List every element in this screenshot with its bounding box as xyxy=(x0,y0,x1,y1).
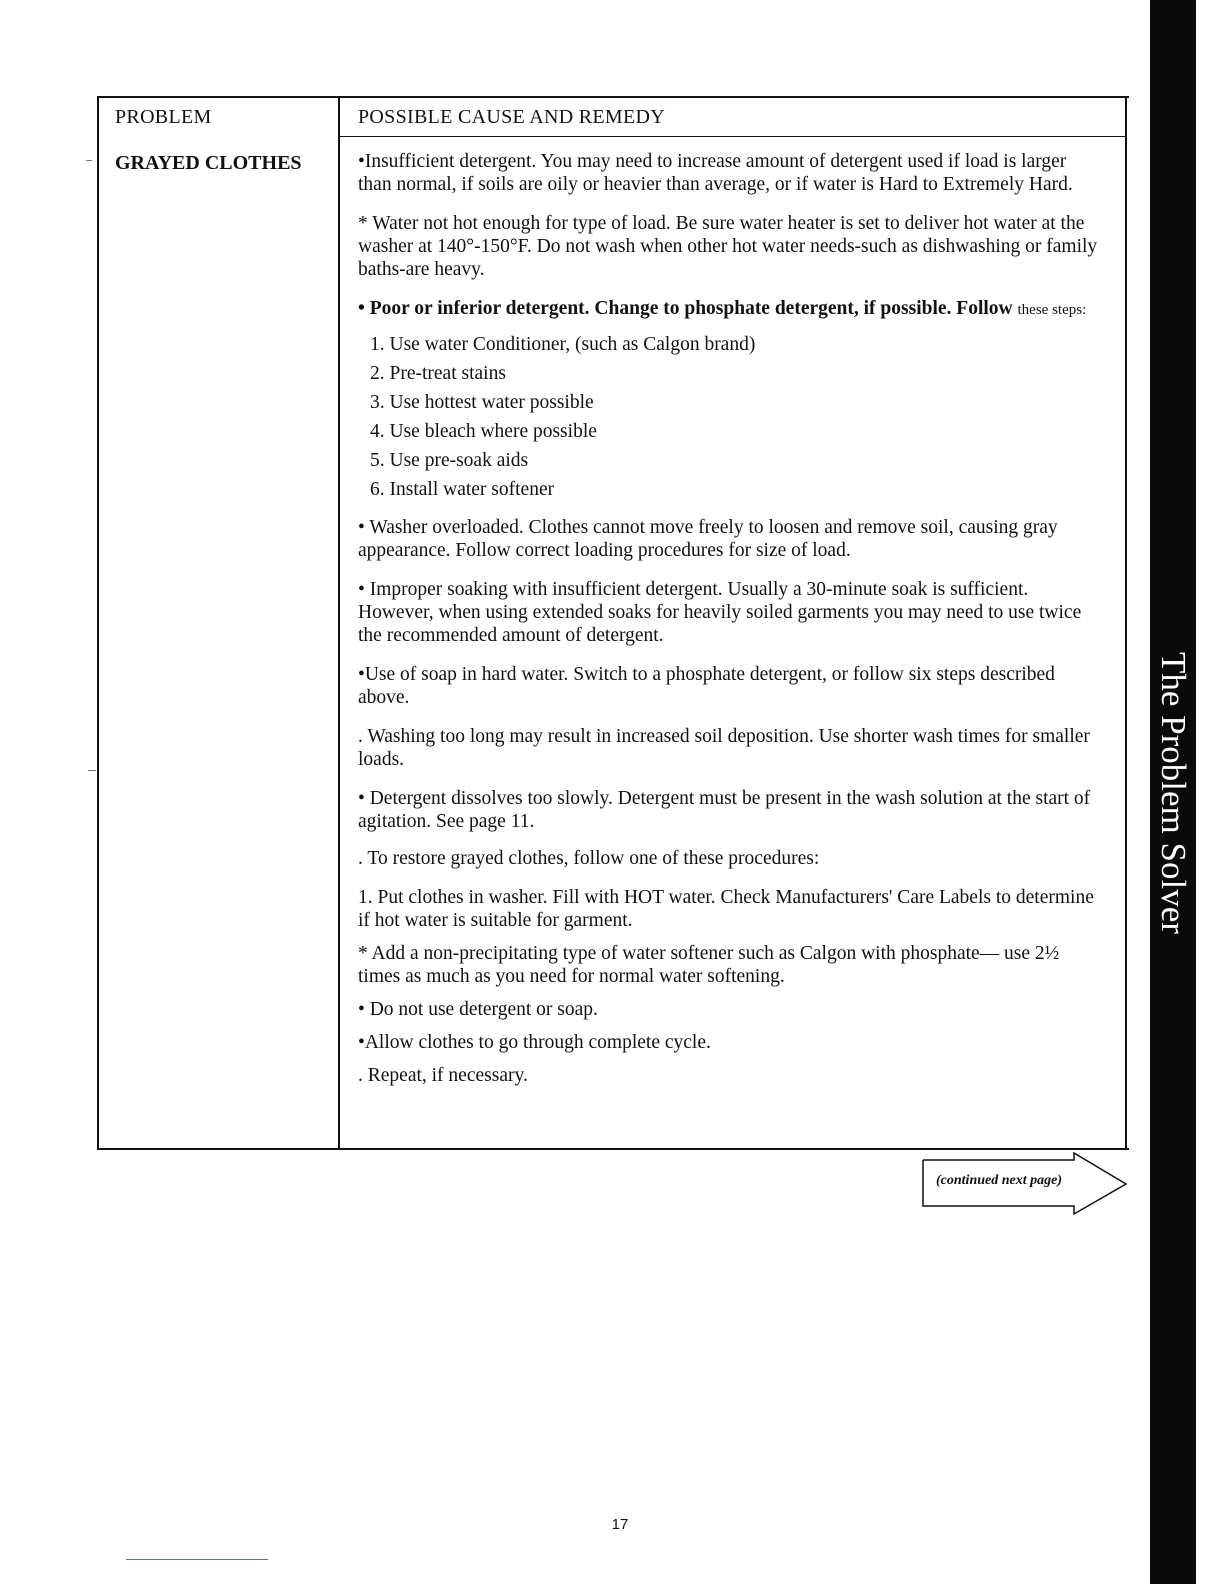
procedure-1-full-cycle: •Allow clothes to go through complete cycle. xyxy=(358,1032,711,1053)
step-item: 4. Use bleach where possible xyxy=(370,421,597,442)
margin-mark xyxy=(86,160,92,161)
continued-next-page xyxy=(922,1152,1132,1216)
steps-list xyxy=(370,330,1103,504)
remedy-column-header: POSSIBLE CAUSE AND REMEDY xyxy=(358,106,665,128)
remedy-list xyxy=(358,150,1103,1101)
cause-insufficient-detergent: •Insufficient detergent. You may need to increase amount of detergent used if load is larger than normal, if soils are oily or heavier than average, or if water is Hard to Extremely Hard. xyxy=(358,151,1073,195)
margin-mark xyxy=(88,770,96,771)
footer-rule xyxy=(126,1559,268,1560)
problem-grayed-clothes: GRAYED CLOTHES xyxy=(115,152,302,174)
table-column-divider xyxy=(338,98,340,1148)
restore-intro: . To restore grayed clothes, follow one of these procedures: xyxy=(358,848,820,869)
continued-label: (continued next page) xyxy=(936,1173,1062,1188)
header-divider xyxy=(338,136,1127,137)
procedure-1-no-detergent: • Do not use detergent or soap. xyxy=(358,999,598,1020)
cause-poor-detergent xyxy=(358,297,1103,322)
step-item: 3. Use hottest water possible xyxy=(370,392,594,413)
page-number: 17 xyxy=(611,1516,629,1533)
cause-water-not-hot: * Water not hot enough for type of load. Be sure water heater is set to deliver hot water at the washer at 140°-150°F. Do not wash when other hot water needs-such as dishwashing or family baths-are heavy. xyxy=(358,213,1098,280)
step-item: 5. Use pre-soak aids xyxy=(370,450,529,471)
cause-poor-detergent-lead: • Poor or inferior detergent. Change to phosphate detergent, if possible. Follow xyxy=(358,298,1013,319)
cause-washer-overloaded: • Washer overloaded. Clothes cannot move freely to loosen and remove soil, causing gray appearance. Follow correct loading procedures for size of load. xyxy=(358,517,1058,561)
cause-soap-hard-water: •Use of soap in hard water. Switch to a phosphate detergent, or follow six steps described above. xyxy=(358,664,1055,708)
side-tab-title: The Problem Solver xyxy=(1154,652,1193,934)
table-right-border xyxy=(1125,98,1127,1148)
procedure-1-repeat: . Repeat, if necessary. xyxy=(358,1065,528,1086)
procedure-1: 1. Put clothes in washer. Fill with HOT water. Check Manufacturers' Care Labels to determine if hot water is suitable for garment. xyxy=(358,887,1094,931)
cause-slow-dissolve: • Detergent dissolves too slowly. Detergent must be present in the wash solution at the start of agitation. See page 11. xyxy=(358,788,1091,832)
cause-washing-too-long: . Washing too long may result in increased soil deposition. Use shorter wash times for smaller loads. xyxy=(358,726,1090,770)
step-item: 2. Pre-treat stains xyxy=(370,363,506,384)
procedure-1-softener: * Add a non-precipitating type of water softener such as Calgon with phosphate— use 2½ times as much as you need for normal water softening. xyxy=(358,943,1060,987)
cause-improper-soaking: • Improper soaking with insufficient detergent. Usually a 30-minute soak is sufficient. However, when using extended soaks for heavily soiled garments you may need to use twice the recommended amount of detergent. xyxy=(358,579,1082,646)
step-item: 1. Use water Conditioner, (such as Calgon brand) xyxy=(370,334,756,355)
table-left-border xyxy=(97,98,99,1148)
problem-column-header: PROBLEM xyxy=(115,106,212,128)
cause-poor-detergent-tail: these steps: xyxy=(1017,302,1087,318)
problem-table xyxy=(97,96,1129,1150)
step-item: 6. Install water softener xyxy=(370,479,555,500)
